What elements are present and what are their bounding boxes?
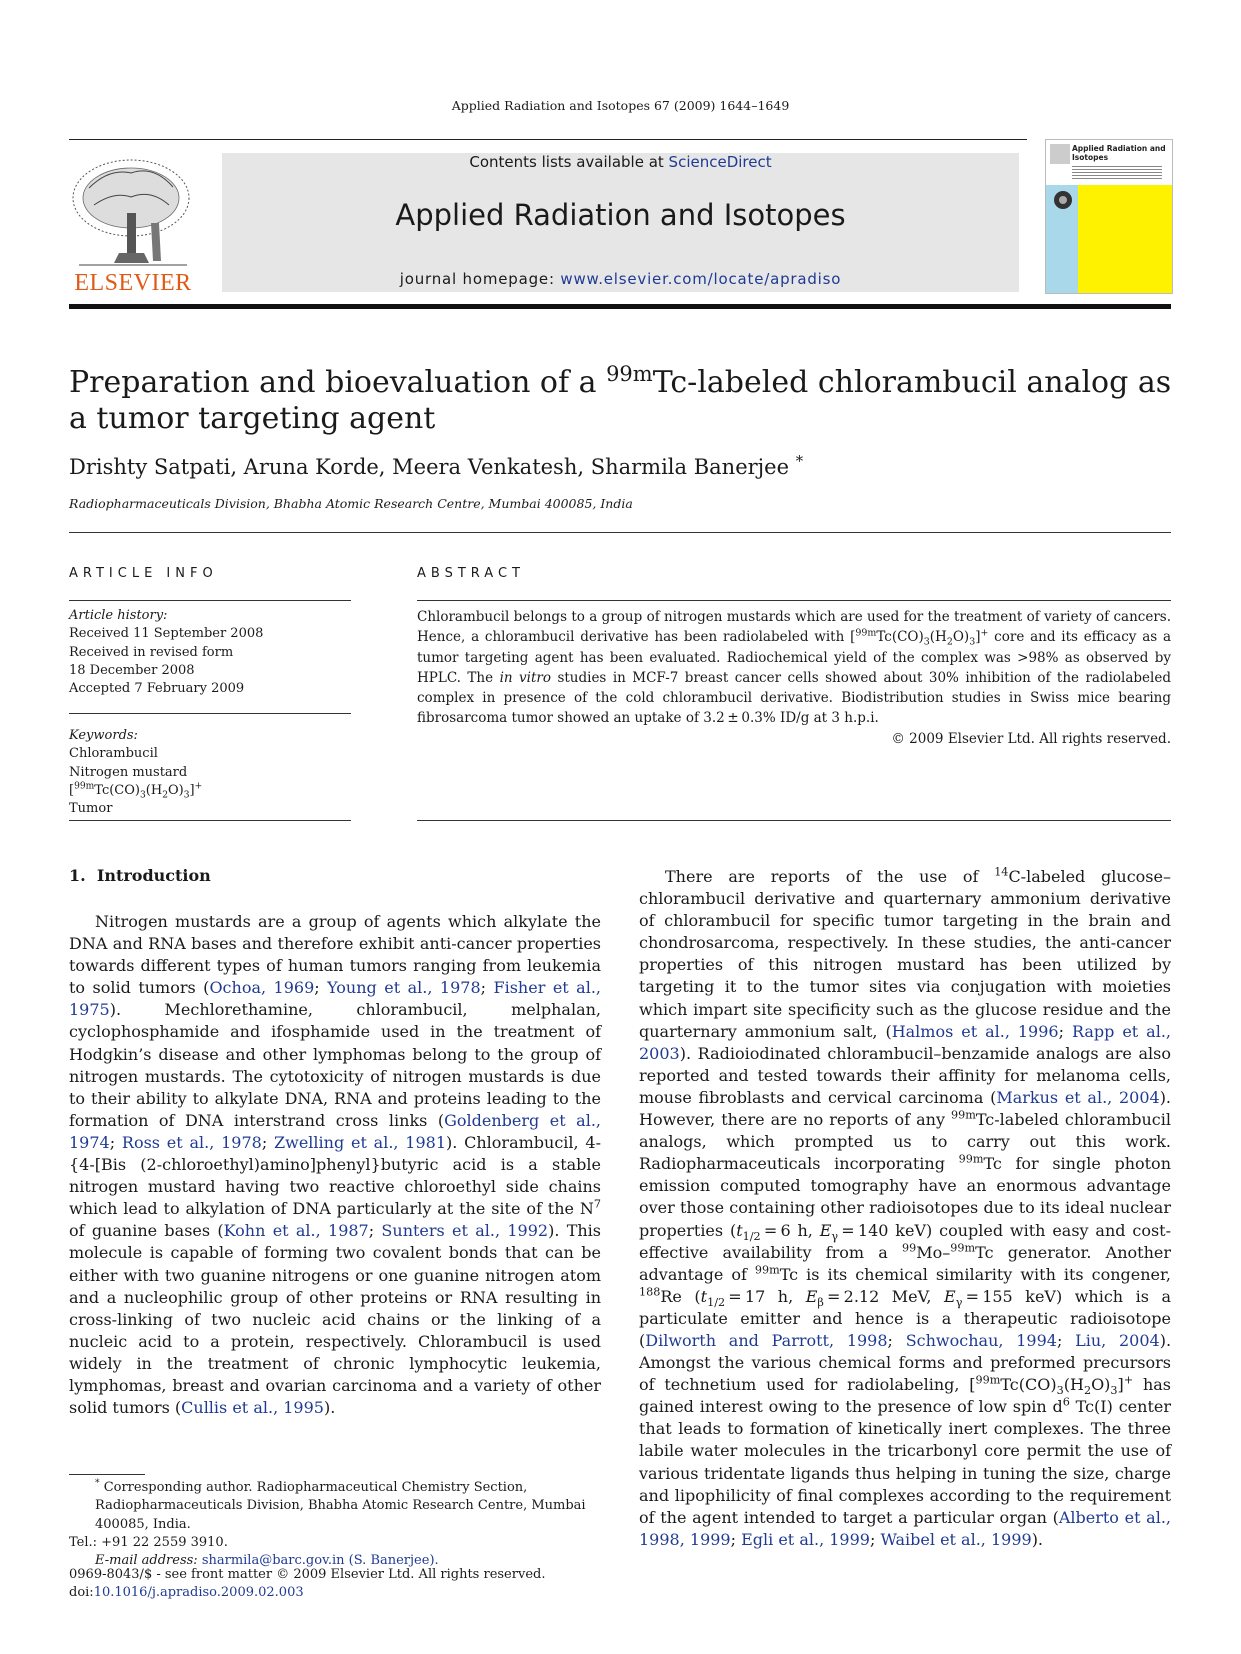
abstract-heading: ABSTRACT — [417, 566, 525, 581]
keywords-rule — [69, 820, 351, 821]
intro-paragraph-2: There are reports of the use of $^{14}$C-labeled glucose–chlorambucil derivative and quarternary ammonium derivative of chlorambucil for specific tumor targeting in the brain and chondrosarcoma, respectively. In these studies, the anti-cancer properties of this nitrogen mustard has been utilized by targeting it to the tumor sites via conjugation with moieties which impart site specificity such as the glucose residue and the quarternary ammonium salt, (Halmos et al., 1996; Rapp et al., 2003). Radioiodinated chlorambucil–benzamide analogs are also reported and tested towards their affinity for melanoma cells, mouse fibroblasts and cervical carcinoma (Markus et al., 2004). However, there are no reports of any $^{99m}$Tc-labeled chlorambucil analogs, which prompted us to carry out this work. Radiopharmaceuticals incorporating $^{99m}$Tc for single photon emission computed tomography have an enormous advantage over those containing other radioisotopes due to its ideal nuclear properties ($t_{1/2} = 6$ h, $E_\gamma = 140$ keV) coupled with easy and cost-effective availability from a $^{99}$Mo–$^{99m}$Tc generator. Another advantage of $^{99m}$Tc is its chemical similarity with its congener, $^{188}$Re ($t_{1/2} = 17$ h, $E_\beta = 2.12$ MeV, $E_\gamma = 155$ keV) which is a particulate emitter and hence is a therapeutic radioisotope (Dilworth and Parrott, 1998; Schwochau, 1994; Liu, 2004). Amongst the various chemical forms and preformed precursors of technetium used for radiolabeling, $[^{99m}Tc(CO)_3(H_2O)_3]^+$ has gained interest owing to the presence of low spin $d^6$ Tc(I) center that leads to formation of kinetically inert complexes. The three labile water molecules in the tricarbonyl core permit the use of various tridentate ligands thus helping in tuning the size, charge and lipophilicity of final complexes according to the requirement of the agent intended to target a particular organ (Alberto et al., 1998, 1999; Egli et al., 1999; Waibel et al., 1999). — [639, 865, 1172, 1549]
journal-homepage-line — [222, 270, 1019, 288]
journal-citation-line: Applied Radiation and Isotopes 67 (2009) 1644–1649 — [451, 98, 790, 113]
citation-link[interactable]: Liu, 2004 — [1075, 1330, 1160, 1350]
author-list — [69, 455, 803, 479]
footnote — [69, 1479, 601, 1570]
issn-doi-block — [69, 1566, 669, 1603]
doi-link[interactable]: 10.1016/j.apradiso.2009.02.003 — [93, 1585, 304, 1601]
article-title — [69, 362, 1179, 437]
cover-text-lines — [1072, 166, 1162, 180]
citation-link[interactable]: Dilworth and Parrott, 1998 — [645, 1330, 888, 1350]
doi-label: doi: — [69, 1585, 94, 1601]
corresponding-author-mark[interactable]: * — [795, 453, 804, 470]
history-rule — [69, 713, 351, 714]
citation-link[interactable]: Rapp et al., 2003 — [639, 1021, 1171, 1063]
header-thick-rule — [69, 304, 1171, 309]
title-part-1: Preparation and bioevaluation of a — [69, 365, 607, 400]
citation-link[interactable]: Goldenberg et al., 1974 — [69, 1110, 602, 1152]
footnote-tel: Tel.: +91 22 2559 3910. — [69, 1534, 228, 1550]
keyword: Tumor — [69, 801, 113, 817]
citation-link[interactable]: Kohn et al., 1987 — [223, 1221, 369, 1241]
abstract-copyright: © 2009 Elsevier Ltd. All rights reserved. — [891, 730, 1171, 747]
article-info-rule — [69, 600, 351, 601]
footnote-corresponding-text: Corresponding author. Radiopharmaceutical Chemistry Section, Radiopharmaceuticals Division, Bhabha Atomic Research Centre, Mumbai 400085, India. — [95, 1480, 586, 1532]
journal-title: Applied Radiation and Isotopes — [395, 198, 846, 232]
issn-line: 0969-8043/$ - see front matter © 2009 Elsevier Ltd. All rights reserved. — [69, 1567, 546, 1582]
email-label: E-mail address: — [95, 1553, 202, 1569]
abstract-bottom-rule — [417, 820, 1171, 821]
citation-link[interactable]: Zwelling et al., 1981 — [274, 1132, 447, 1152]
sciencedirect-link[interactable]: ScienceDirect — [668, 153, 772, 171]
article-history — [69, 607, 351, 698]
citation-link[interactable]: Cullis et al., 1995 — [181, 1398, 324, 1418]
history-line: Accepted 7 February 2009 — [69, 681, 245, 697]
citation-link[interactable]: Alberto et al., 1998, 1999 — [639, 1507, 1171, 1549]
section-number: 1. — [69, 866, 86, 885]
keyword: Chlorambucil — [69, 746, 158, 762]
cover-molecule-icon — [1049, 188, 1077, 212]
citation-link[interactable]: Young et al., 1978 — [327, 978, 481, 998]
section-heading — [69, 866, 211, 885]
footnote-corresponding: * Corresponding author. Radiopharmaceutical Chemistry Section, Radiopharmaceuticals Division, Bhabha Atomic Research Centre, Mumbai 400085, India. — [95, 1478, 586, 1532]
citation-link[interactable]: Sunters et al., 1992 — [381, 1221, 549, 1241]
homepage-prefix: journal homepage: — [399, 270, 561, 288]
citation-link[interactable]: Waibel et al., 1999 — [880, 1529, 1032, 1549]
history-line: Received 11 September 2008 — [69, 626, 264, 642]
authors: Drishty Satpati, Aruna Korde, Meera Venkatesh, Sharmila Banerjee — [69, 455, 790, 479]
citation-link[interactable]: Schwochau, 1994 — [905, 1330, 1057, 1350]
cover-title: Applied Radiation and Isotopes — [1072, 144, 1166, 162]
citation-link[interactable]: Fisher et al., 1975 — [69, 978, 602, 1020]
citation-link[interactable]: Ross et al., 1978 — [121, 1132, 262, 1152]
doi-line — [69, 1584, 669, 1602]
cover-yellow-band — [1078, 185, 1172, 293]
title-part-2: Tc-labeled chlorambucil analog as a tumor targeting agent — [69, 365, 1172, 436]
keywords — [69, 727, 351, 818]
citation-link[interactable]: Markus et al., 2004 — [996, 1087, 1160, 1107]
abstract-rule — [417, 600, 1171, 601]
title-superscript: 99m — [606, 362, 653, 386]
cover-logo-icon — [1050, 144, 1070, 164]
abstract-text: Chlorambucil belongs to a group of nitrogen mustards which are used for the treatment of variety of cancers. Hence, a chlorambucil derivative has been radiolabeled with $[^{99m}Tc(CO)_3(H_2O)_3]^+$ core and its efficacy as a tumor targeting agent has been evaluated. Radiochemical yield of the complex was >98% as observed by HPLC. The in vitro studies in MCF-7 breast cancer cells showed about 30% inhibition of the radiolabeled complex in presence of the cold chlorambucil derivative. Biodistribution studies in Swiss mice bearing fibrosarcoma tumor showed an uptake of 3.2 ± 0.3% ID/g at 3 h.p.i. © 2009 Elsevier Ltd. All rights reserved. — [417, 607, 1171, 749]
email-link[interactable]: sharmila@barc.gov.in (S. Banerjee). — [201, 1553, 439, 1569]
contents-prefix: Contents lists available at — [469, 153, 669, 171]
keywords-label: Keywords: — [69, 728, 138, 743]
header-rule — [69, 139, 1027, 140]
elsevier-wordmark: ELSEVIER — [74, 270, 192, 296]
history-line: Received in revised form — [69, 644, 234, 660]
citation-link[interactable]: Ochoa, 1969 — [209, 978, 315, 998]
journal-cover-thumbnail — [1045, 139, 1173, 294]
keyword: Nitrogen mustard — [69, 764, 188, 780]
affiliation: Radiopharmaceuticals Division, Bhabha Atomic Research Centre, Mumbai 400085, India — [69, 496, 633, 511]
keyword-tc-core: $[^{99m}Tc(CO)_3(H_2O)_3]^+$ — [69, 781, 203, 801]
journal-homepage-link[interactable]: www.elsevier.com/locate/apradiso — [560, 270, 842, 288]
article-info-heading: ARTICLE INFO — [69, 566, 218, 581]
title-rule — [69, 532, 1171, 533]
footnote-rule — [69, 1474, 145, 1475]
citation-link[interactable]: Halmos et al., 1996 — [891, 1021, 1059, 1041]
section-title: Introduction — [96, 866, 211, 885]
contents-available-line — [222, 153, 1019, 171]
intro-paragraph-1: Nitrogen mustards are a group of agents which alkylate the DNA and RNA bases and therefore exhibit anti-cancer properties towards different types of human tumors ranging from leukemia to solid tumors (Ochoa, 1969; Young et al., 1978; Fisher et al., 1975). Mechlorethamine, chlorambucil, melphalan, cyclophosphamide and ifosphamide used in the treatment of Hodgkin’s disease and other lymphomas belong to the group of nitrogen mustards. The cytotoxicity of nitrogen mustards is due to their ability to alkylate DNA, RNA and proteins leading to the formation of DNA interstrand cross links (Goldenberg et al., 1974; Ross et al., 1978; Zwelling et al., 1981). Chlorambucil, 4-{4-[Bis (2-chloroethyl)amino]phenyl}butyric acid is a stable nitrogen mustard having two reactive chloroethyl side chains which lead to alkylation of DNA particularly at the site of the $N^7$ of guanine bases (Kohn et al., 1987; Sunters et al., 1992). This molecule is capable of forming two covalent bonds that can be either with two guanine nitrogens or one guanine nitrogen atom and a nucleophilic group of other proteins or RNA resulting in cross-linking of two nucleic acid chains or the linking of a nucleic acid to a protein, respectively. Chlorambucil is used widely in the treatment of chronic lymphocytic leukemia, lymphomas, breast and ovarian carcinoma and a variety of other solid tumors (Cullis et al., 1995). — [69, 912, 602, 1418]
citation-link[interactable]: Egli et al., 1999 — [741, 1529, 870, 1549]
history-label: Article history: — [69, 608, 168, 623]
history-line: 18 December 2008 — [69, 662, 195, 678]
